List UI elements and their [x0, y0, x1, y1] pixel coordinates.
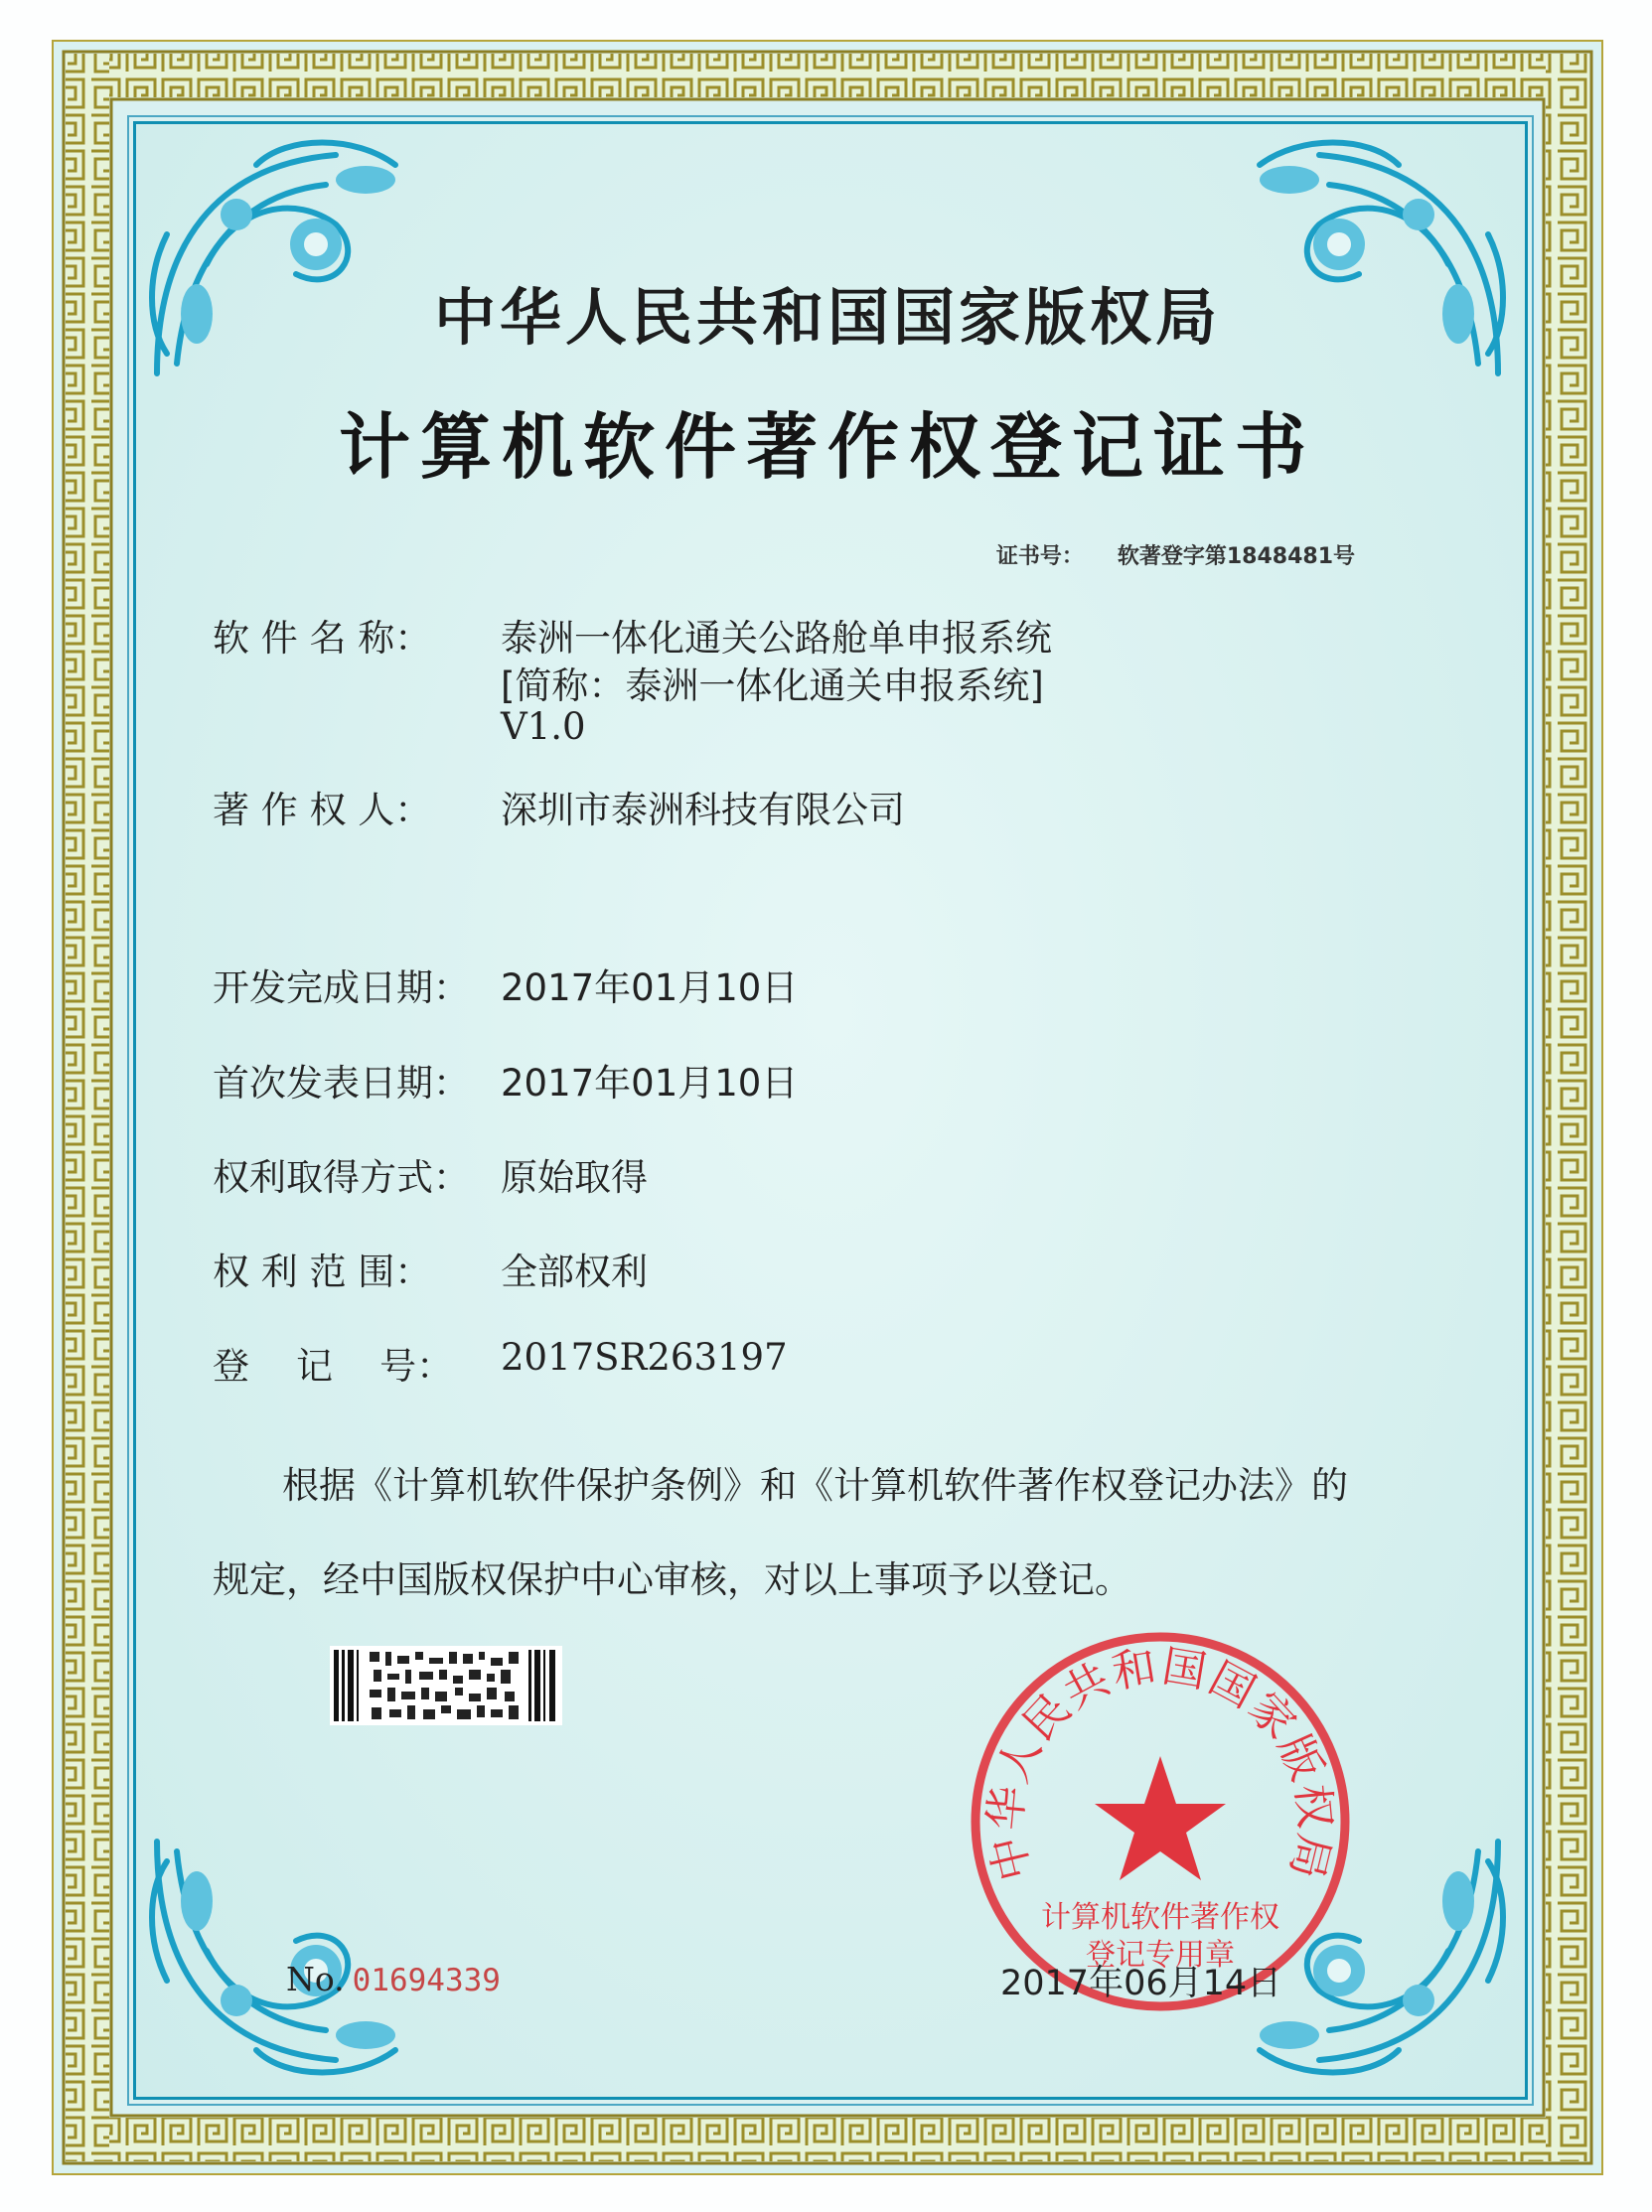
certificate-number-label: 证书号： — [995, 544, 1084, 569]
software-name-value: 泰洲一体化通关公路舱单申报系统 — [501, 617, 1052, 660]
copyright-owner-label: 著 作 权 人： — [213, 789, 432, 831]
software-version: V1.0 — [501, 705, 586, 748]
seal-inner-line-1: 计算机软件著作权 — [1041, 1900, 1279, 1935]
barcode-icon — [330, 1646, 562, 1725]
certificate-paper — [52, 40, 1603, 2175]
issuer-name: 中华人民共和国国家版权局 — [433, 281, 1221, 354]
certificate-title: 计算机软件著作权登记证书 — [338, 404, 1316, 489]
certificate-number — [996, 539, 1355, 570]
seal-inner-line-2: 登记专用章 — [1086, 1938, 1235, 1973]
development-date-label: 开发完成日期： — [213, 966, 470, 1009]
serial-number-value: 01694339 — [352, 1963, 501, 1998]
publication-date-label: 首次发表日期： — [213, 1062, 470, 1105]
serial-number — [286, 1960, 501, 1998]
statement-line-2: 规定，经中国版权保护中心审核，对以上事项予以登记。 — [213, 1558, 1131, 1601]
software-name-label: 软 件 名 称： — [213, 617, 432, 660]
corner-ornament-icon — [137, 1822, 435, 2090]
publication-date-value: 2017年01月10日 — [501, 1062, 799, 1105]
star-icon — [1095, 1756, 1226, 1880]
registration-number-label: 登 记 号： — [213, 1345, 454, 1388]
statement-line-1: 根据《计算机软件保护条例》和《计算机软件著作权登记办法》的 — [282, 1464, 1348, 1507]
issue-date: 2017年06月14日 — [1000, 1964, 1282, 2003]
acquisition-method-label: 权利取得方式： — [213, 1156, 470, 1199]
serial-prefix: No. — [286, 1960, 345, 1998]
seal-outer-text: 中华人民共和国国家版权局 — [979, 1641, 1341, 1886]
certificate-number-value: 软著登字第1848481号 — [1117, 544, 1355, 569]
software-short-name: [简称：泰洲一体化通关申报系统] — [501, 664, 1044, 707]
acquisition-method-value: 原始取得 — [501, 1156, 648, 1199]
copyright-owner-value: 深圳市泰洲科技有限公司 — [501, 789, 905, 831]
development-date-value: 2017年01月10日 — [501, 966, 799, 1009]
rights-scope-label: 权 利 范 围： — [213, 1251, 432, 1293]
registration-number-value: 2017SR263197 — [501, 1336, 788, 1379]
rights-scope-value: 全部权利 — [501, 1251, 648, 1293]
